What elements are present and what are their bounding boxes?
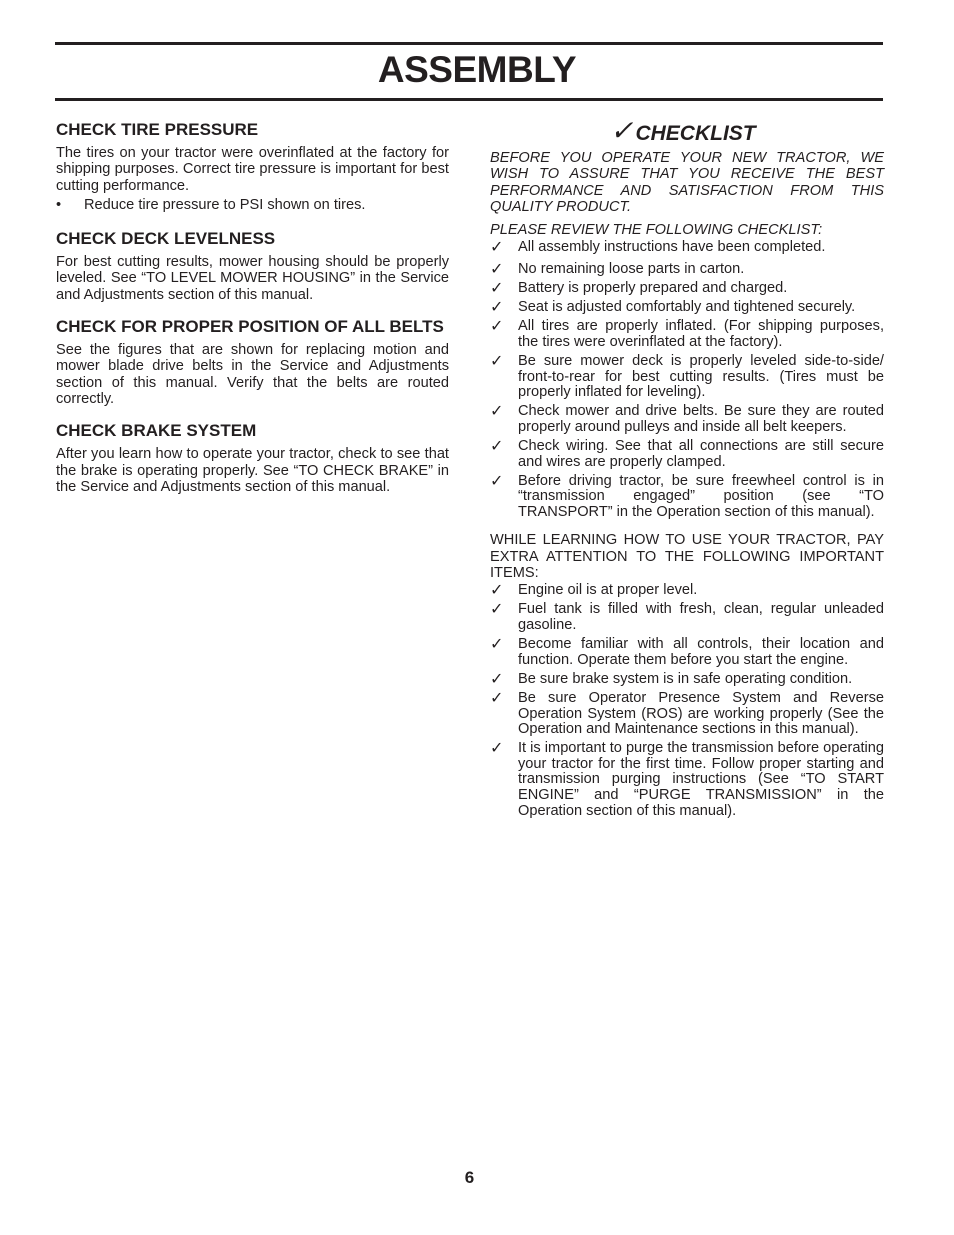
checklist-item-text: No remaining loose parts in carton. [518, 261, 745, 278]
checklist-item [490, 262, 884, 278]
checklist-item-text: Seat is adjusted comfortably and tightened securely. [518, 299, 856, 316]
learning-items [490, 583, 884, 819]
checkmark-icon: ✓ [490, 601, 504, 619]
checklist-intro: BEFORE YOU OPERATE YOUR NEW TRACTOR, WE WISH TO ASSURE THAT YOU RECEIVE THE BEST PERFORMANCE AND SATISFACTION FROM THIS QUALITY PRODUCT. [490, 150, 884, 215]
section-check-belts [56, 317, 449, 407]
learning-prompt: WHILE LEARNING HOW TO USE YOUR TRACTOR, PAY EXTRA ATTENTION TO THE FOLLOWING IMPORTANT ITEMS: [490, 532, 884, 582]
learning-item-text: Be sure Operator Presence System and Reverse Operation System (ROS) are working properly (See the Operation and Maintenance sections in this manual). [518, 689, 884, 738]
checkmark-icon: ✓ [490, 353, 504, 371]
section-body: See the figures that are shown for replacing motion and mower blade drive belts in the Service and Adjustments section of this manual. Verify that the belts are routed correctly. [56, 342, 449, 407]
checklist-item [490, 474, 884, 521]
learning-item-text: Fuel tank is filled with fresh, clean, regular unleaded gasoline. [518, 601, 884, 634]
checklist-review-prompt: PLEASE REVIEW THE FOLLOWING CHECKLIST: [490, 222, 823, 239]
checklist-item-text: Check wiring. See that all connections are still secure and wires are properly clamped. [518, 438, 884, 470]
checklist-item [490, 300, 884, 316]
header-top-rule [55, 42, 883, 45]
section-heading: CHECK DECK LEVELNESS [56, 229, 276, 249]
checkmark-icon: ✓ [490, 582, 504, 600]
checkmark-icon: ✓ [490, 670, 504, 688]
checklist-item [490, 319, 884, 350]
checkmark-icon: ✓ [490, 239, 504, 257]
section-body: The tires on your tractor were overinflated at the factory for shipping purposes. Correct tire pressure is important for best cutting performance. [56, 145, 449, 194]
learning-item-text: Engine oil is at proper level. [518, 582, 698, 599]
checkmark-icon: ✓ [490, 472, 504, 490]
checklist-item [490, 281, 884, 297]
right-column [490, 114, 884, 823]
learning-item [490, 602, 884, 633]
section-heading: CHECK BRAKE SYSTEM [56, 421, 257, 441]
checklist-item-text: All tires are properly inflated. (For shipping purposes, the tires were overinflated at the factory). [518, 318, 884, 350]
page-title: ASSEMBLY [377, 49, 577, 90]
checkmark-icon: ✓ [490, 689, 504, 707]
learning-item [490, 637, 884, 668]
checkmark-icon: ✓ [490, 261, 504, 279]
checklist-item [490, 439, 884, 470]
checkmark-icon: ✓ [490, 318, 504, 336]
checklist-item-text: All assembly instructions have been completed. [518, 239, 826, 256]
learning-item [490, 691, 884, 738]
section-body: For best cutting results, mower housing should be properly leveled. See “TO LEVEL MOWER HOUSING” in the Service and Adjustments section of this manual. [56, 254, 449, 303]
checklist-item-text: Battery is properly prepared and charged. [518, 280, 788, 297]
checkmark-icon: ✓ [490, 636, 504, 654]
checkmark-icon: ✓ [490, 280, 504, 298]
section-check-tire-pressure [56, 120, 449, 213]
checklist-item [490, 354, 884, 401]
learning-item [490, 741, 884, 819]
learning-item [490, 583, 884, 599]
learning-item-text: It is important to purge the transmission before operating your tractor for the first time. Follow proper starting and transmission purging instructions (See “TO START ENGINE” and “PURGE TRANSMISSION” in the Operation section of this manual). [518, 740, 884, 819]
page-number: 6 [464, 1168, 475, 1187]
section-body: After you learn how to operate your tractor, check to see that the brake is operating properly. See “TO CHECK BRAKE” in the Service and Adjustments section of this manual. [56, 446, 449, 495]
checklist-item-text: Check mower and drive belts. Be sure they are routed properly around pulleys and inside all belt keepers. [518, 403, 884, 435]
checklist-item [490, 404, 884, 435]
header-bottom-rule [55, 98, 883, 101]
checklist-item-text: Be sure mower deck is properly leveled side-to-side/ front-to-rear for best cutting results. (Tires must be properly inflated for leveling). [518, 353, 884, 401]
checkmark-icon: ✓ [490, 740, 504, 758]
section-check-deck-levelness [56, 229, 449, 303]
checklist-item [490, 240, 884, 256]
section-heading: CHECK TIRE PRESSURE [56, 120, 259, 139]
bullet-text: Reduce tire pressure to PSI shown on tires. [84, 196, 366, 213]
bullet-mark: • [56, 196, 62, 213]
bullet-item [56, 197, 449, 213]
checklist-title: CHECKLIST [635, 122, 756, 145]
section-heading: CHECK FOR PROPER POSITION OF ALL BELTS [56, 317, 444, 337]
learning-item [490, 672, 884, 688]
checkmark-icon: ✓ [490, 438, 504, 456]
checklist-item-text: Before driving tractor, be sure freewheel control is in “transmission engaged” position (see “TO TRANSPORT” in the Operation section of this manual). [518, 472, 884, 520]
section-check-brake-system [56, 421, 449, 495]
checklist-heading [610, 114, 884, 146]
checkmark-icon: ✓ [610, 115, 634, 146]
left-column [56, 120, 449, 509]
checklist-items [490, 240, 884, 520]
checkmark-icon: ✓ [490, 299, 504, 317]
learning-item-text: Be sure brake system is in safe operating condition. [518, 670, 853, 687]
learning-item-text: Become familiar with all controls, their location and function. Operate them before you start the engine. [518, 636, 884, 668]
checkmark-icon: ✓ [490, 403, 504, 421]
